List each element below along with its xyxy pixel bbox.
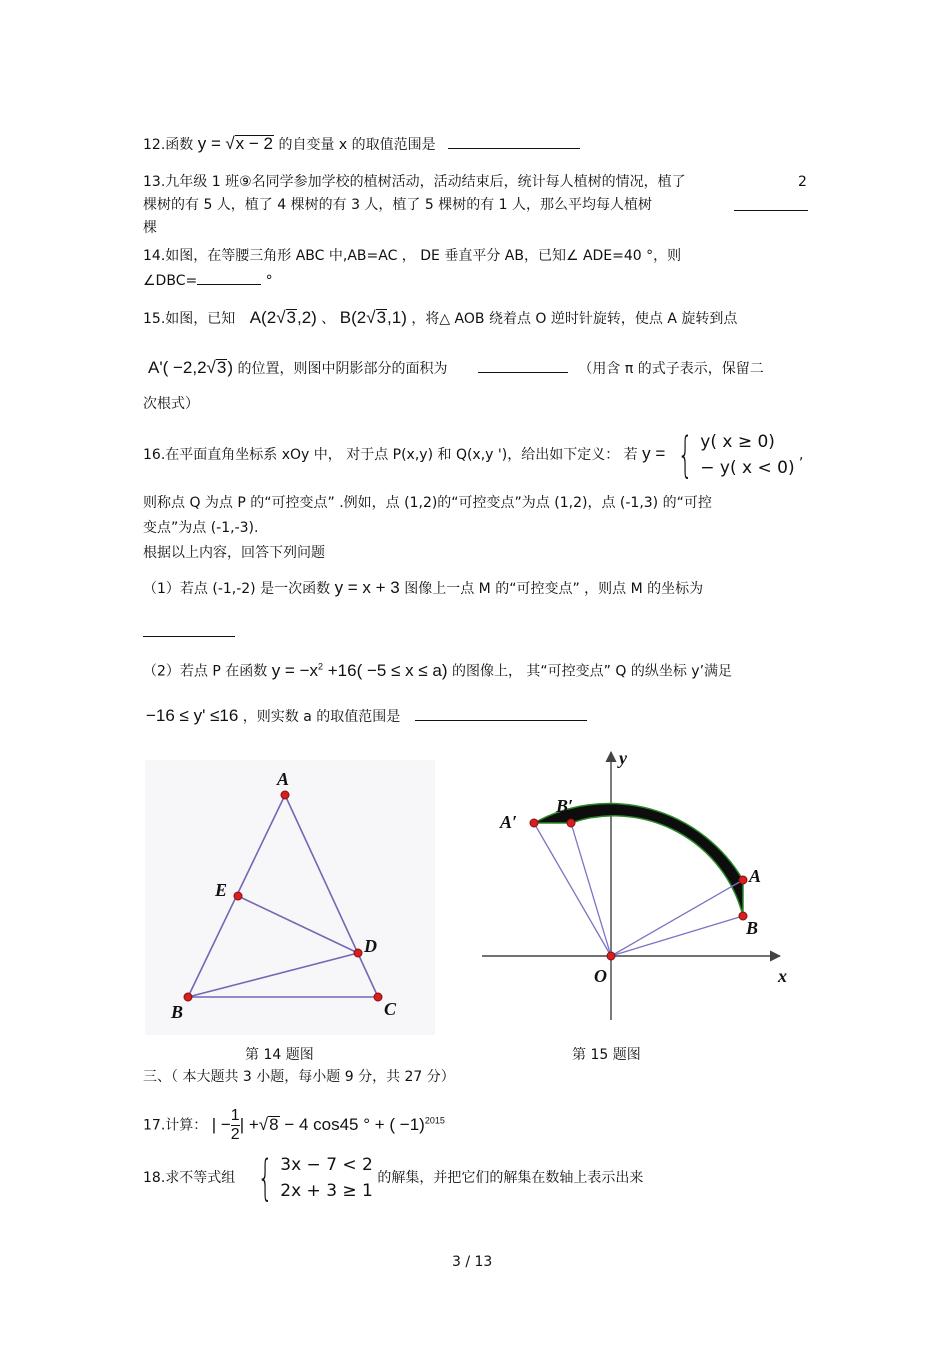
point-d [354,949,362,957]
q12-formula-y: y = [197,134,221,153]
q14-degree: ° [265,273,273,289]
label-e: E [215,880,228,900]
q16-piecewise: y( x ≥ 0) − y( x < 0) [700,432,795,478]
q13-answer-blank[interactable] [734,196,808,211]
q14-answer-blank[interactable] [197,270,261,285]
q16-part2-suffix: 的图像上， 其“可控变点” Q 的纵坐标 y’满足 [451,663,733,680]
point-a [739,876,747,884]
figure-14 [145,760,435,1035]
q12-answer-blank[interactable] [448,134,580,149]
q16-part2 [143,656,732,682]
q16-line1: 16.在平面直角坐标系 xOy 中， 对于点 P(x,y) 和 Q(x,y ')，给出如下定义： 若 y = { y( x ≥ 0) − y( x < 0) , [143,427,804,483]
q15-point-b: B(2√3,1) [339,308,407,327]
q18-line: 18.求不等式组 { 3x − 7 < 2 2x + 3 ≥ 1 的解集，并把它们的解集在数轴上表示出来 [143,1150,644,1206]
q15-line1 [143,308,737,329]
figure-14-caption: 第 14 题图 [245,1047,314,1063]
q14-line2 [143,270,273,291]
label-y: y [619,748,627,768]
label-d: D [364,936,377,956]
figure-15-caption: 第 15 题图 [572,1047,641,1063]
q15-point-a-prime: A'( −2,2√3) [148,358,234,377]
figure-15 [478,742,798,1034]
point-b-prime [567,819,575,827]
q16-part2-line2 [146,706,587,727]
q12-suffix: 的自变量 x 的取值范围是 [278,137,436,153]
segment-oa [611,880,743,956]
segment-ob-prime [571,823,611,956]
point-a-prime [530,819,538,827]
q17-line [143,1097,445,1149]
label-x: x [778,966,787,986]
q17-expression: | − $\frac{1}{2}$ | +√8 − 4 cos45 ° + ( −1)$^{2015}$ [211,1106,445,1143]
label-b: B [171,1002,184,1022]
shaded-region [534,803,743,916]
point-e [234,892,242,900]
q16-part2-formula: $y = -x^2 +16( -5 \le x \le a)$ [271,660,448,680]
page-number: 3 / 13 [452,1254,493,1270]
q12-prefix: 12.函数 [143,137,194,153]
q16-text-2: 则称点 Q 为点 P 的“可控变点” .例如，点 (1,2)的“可控变点”为点 (1,2)，点 (-1,3) 的“可控 [143,495,712,511]
label-c: C [384,999,397,1019]
q18-suffix: 的解集，并把它们的解集在数轴上表示出来 [377,1170,644,1186]
q16-part1-suffix: 图像上一点 M 的“可控变点” ，则点 M 的坐标为 [404,581,704,597]
q16-part1 [143,578,703,599]
point-a [281,791,289,799]
q13-text-2: 棵树的有 5 人，植了 4 棵树的有 3 人，植了 5 棵树的有 1 人，那么平均每人植树 [143,197,653,213]
q16-text-3: 变点”为点 (-1,-3). [143,520,259,536]
q15-text-2: 的位置，则图中阴影部分的面积为 [237,361,448,377]
q14-text-1: 14.如图，在等腰三角形 ABC 中,AB=AC ， DE 垂直平分 AB，已知∠ ADE=40 °，则 [143,248,682,264]
label-b-prime: B′ [556,796,574,816]
q16-part2-answer-blank[interactable] [415,706,587,721]
q18-prefix: 18.求不等式组 [143,1170,236,1186]
q18-inequality-system: 3x − 7 < 2 2x + 3 ≥ 1 [280,1155,373,1201]
q16-text-4: 根据以上内容，回答下列问题 [143,545,325,561]
q13-line2 [143,195,652,215]
segment-oa-prime [534,823,611,956]
point-b [184,993,192,1001]
q15-note: （用含 π 的式子表示，保留二 [578,361,764,377]
label-o: O [594,966,607,986]
label-a-prime: A′ [500,812,518,832]
q12-radicand: x − 2 [235,134,274,153]
q12-line: 12.函数 y = √x − 2 的自变量 x 的取值范围是 [143,134,580,155]
q13-line1-number: 2 [798,174,807,190]
section-3-title: 三、（ 本大题共 3 小题，每小题 9 分，共 27 分） [143,1069,455,1085]
q16-part1-prefix: （1）若点 (-1,-2) 是一次函数 [143,581,331,597]
q16-part2-prefix: （2）若点 P 在函数 [143,663,268,680]
point-c [374,993,382,1001]
q15-answer-blank[interactable] [478,358,568,373]
q13-text-3: 棵 [143,220,157,236]
q16-part1-answer-blank[interactable] [143,622,235,637]
q15-text-3: 次根式） [143,396,199,412]
point-o [607,952,615,960]
q16-text-1: 16.在平面直角坐标系 xOy 中， 对于点 P(x,y) 和 Q(x,y ')，给出如下定义： 若 [143,447,638,463]
q16-part2-text: ，则实数 a 的取值范围是 [242,709,401,725]
q14-angle-label: ∠DBC= [143,273,198,289]
segment-ob [611,916,743,956]
label-a: A [749,866,762,886]
q15-line2 [148,358,764,379]
q16-part2-range: −16 ≤ y' ≤16 [146,706,239,725]
label-a: A [277,769,290,789]
q15-separator: 、 [321,311,336,327]
q15-point-a: A(2√3,2) [249,308,317,327]
q13-text-1: 13.九年级 1 班⑨名同学参加学校的植树活动，活动结束后，统计每人植树的情况，植了 [143,174,686,190]
q17-prefix: 17.计算： [143,1117,208,1134]
q15-suffix: ，将△ AOB 绕着点 O 逆时针旋转，使点 A 旋转到点 [411,311,738,327]
q13-line1 [143,172,686,192]
q16-part1-formula: y = x + 3 [334,578,400,597]
label-b: B [746,918,759,938]
q16-def-y: y = [642,444,666,463]
q15-prefix: 15.如图，已知 [143,311,236,327]
